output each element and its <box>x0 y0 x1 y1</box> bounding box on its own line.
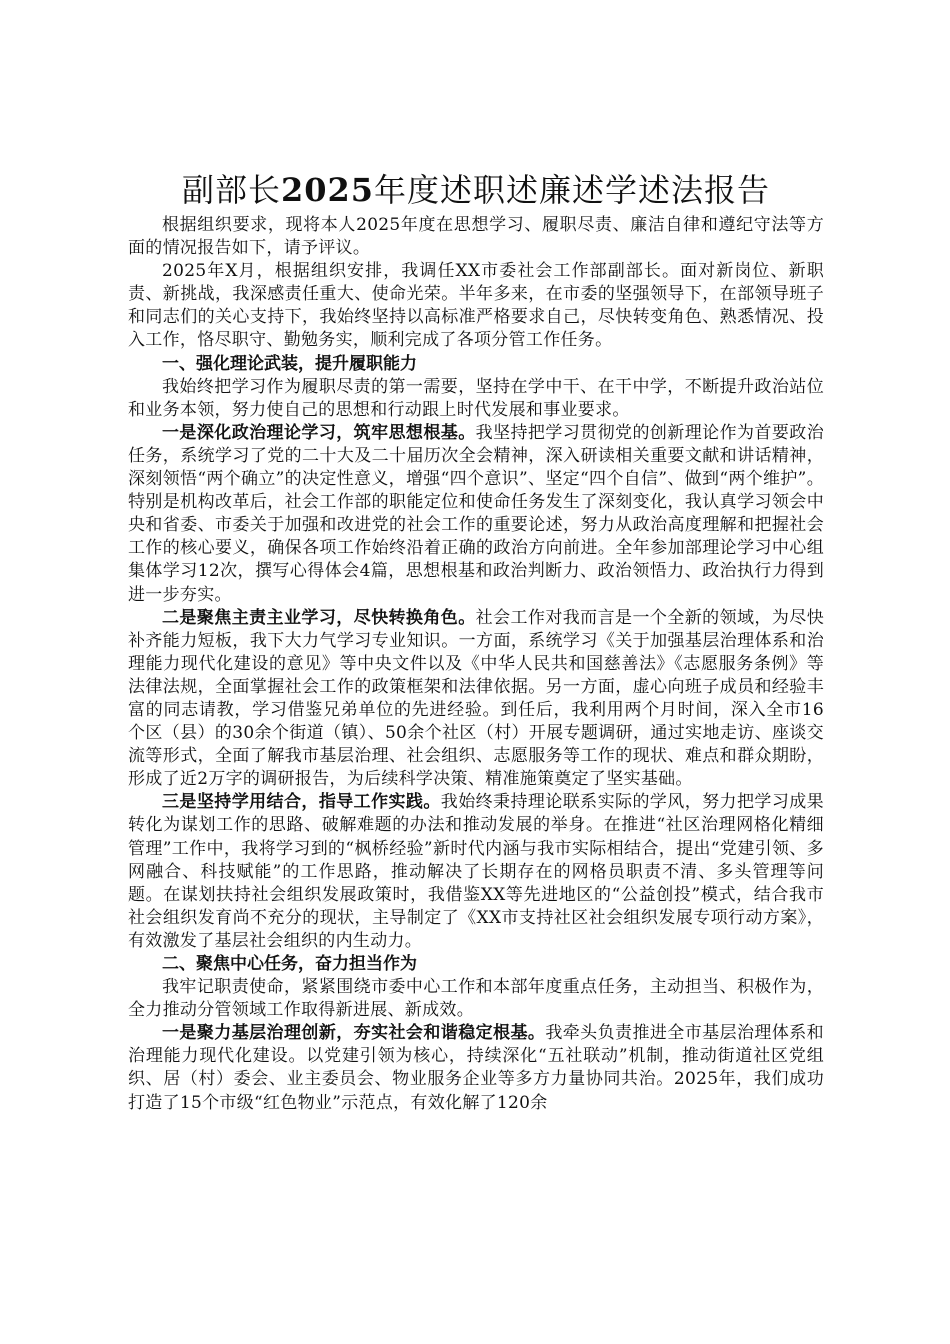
section-2-item-1 <box>128 1022 824 1114</box>
item-lead: 二是聚焦主责主业学习，尽快转换角色。 <box>162 607 476 628</box>
section-2-intro: 我牢记职责使命，紧紧围绕市委中心工作和本部年度重点任务，主动担当、积极作为，全力推动分管领域工作取得新进展、新成效。 <box>128 977 824 1021</box>
document-title <box>128 168 824 212</box>
item-lead: 一是深化政治理论学习，筑牢思想根基。 <box>162 422 476 443</box>
section-1-intro: 我始终把学习作为履职尽责的第一需要，坚持在学中干、在干中学，不断提升政治站位和业务本领，努力使自己的思想和行动跟上时代发展和事业要求。 <box>128 376 824 420</box>
item-lead: 一是聚力基层治理创新，夯实社会和谐稳定根基。 <box>162 1023 546 1044</box>
section-heading-2: 二、聚焦中心任务，奋力担当作为 <box>162 954 417 974</box>
title-prefix: 副部长 <box>181 171 281 209</box>
item-body: 我坚持把学习贯彻党的创新理论作为首要政治任务，系统学习了党的二十大及二十届历次全会精神，深入研读相关重要文献和讲话精神，深刻领悟“两个确立”的决定性意义，增强“四个意识”、坚定“四个自信”、做到“两个维护”。特别是机构改革后，社会工作部的职能定位和使命任务发生了深刻变化，我认真学习领会中央和省委、市委关于加强和改进党的社会工作的重要论述，努力从政治高度理解和把握社会工作的核心要义，确保各项工作始终沿着正确的政治方向前进。全年参加部理论学习中心组集体学习12次，撰写心得体会4篇，思想根基和政治判断力、政治领悟力、政治执行力得到进一步夯实。 <box>128 422 824 605</box>
item-body: 社会工作对我而言是一个全新的领域，为尽快补齐能力短板，我下大力气学习专业知识。一方面，系统学习《关于加强基层治理体系和治理能力现代化建设的意见》等中央文件以及《中华人民共和国慈善法》《志愿服务条例》等法律法规，全面掌握社会工作的政策框架和法律依据。另一方面，虚心向班子成员和经验丰富的同志请教，学习借鉴兄弟单位的先进经验。到任后，我利用两个月时间，深入全市16个区（县）的30余个街道（镇）、50余个社区（村）开展专题调研，通过实地走访、座谈交流等形式，全面了解我市基层治理、社会组织、志愿服务等工作的现状、难点和群众期盼，形成了近2万字的调研报告，为后续科学决策、精准施策奠定了坚实基础。 <box>128 607 824 790</box>
item-body: 我牵头负责推进全市基层治理体系和治理能力现代化建设。以党建引领为核心，持续深化“五社联动”机制，推动街道社区党组织、居（村）委会、业主委员会、物业服务企业等多方力量协同共治。2025年，我们成功打造了15个市级“红色物业”示范点，有效化解了120余 <box>128 1023 824 1113</box>
intro-paragraph: 根据组织要求，现将本人2025年度在思想学习、履职尽责、廉洁自律和遵纪守法等方面的情况报告如下，请予评议。 <box>128 215 824 259</box>
background-paragraph: 2025年X月，根据组织安排，我调任XX市委社会工作部副部长。面对新岗位、新职责、新挑战，我深感责任重大、使命光荣。半年多来，在市委的坚强领导下，在部领导班子和同志们的关心支持下，我始终坚持以高标准严格要求自己，尽快转变角色、熟悉情况、投入工作，恪尽职守、勤勉务实，顺利完成了各项分管工作任务。 <box>128 261 824 351</box>
document-page <box>128 168 824 1115</box>
section-1-item-3 <box>128 791 824 953</box>
title-year: 2025 <box>280 171 375 209</box>
title-suffix: 年度述职述廉述学述法报告 <box>374 171 771 209</box>
item-lead: 三是坚持学用结合，指导工作实践。 <box>162 792 441 813</box>
section-1-item-2 <box>128 607 824 792</box>
section-heading-1: 一、强化理论武装，提升履职能力 <box>162 353 417 374</box>
section-1-item-1 <box>128 422 824 607</box>
item-body: 我始终秉持理论联系实际的学风，努力把学习成果转化为谋划工作的思路、破解难题的办法和推动发展的举身。在推进“社区治理网格化精细管理”工作中，我将学习到的“枫桥经验”新时代内涵与我市实际相结合，提出“党建引领、多网融合、科技赋能”的工作思路，推动解决了长期存在的网格员职责不清、多头管理等问题。在谋划扶持社会组织发展政策时，我借鉴XX等先进地区的“公益创投”模式，结合我市社会组织发育尚不充分的现状，主导制定了《XX市支持社区社会组织发展专项行动方案》，有效激发了基层社会组织的内生动力。 <box>128 792 824 951</box>
